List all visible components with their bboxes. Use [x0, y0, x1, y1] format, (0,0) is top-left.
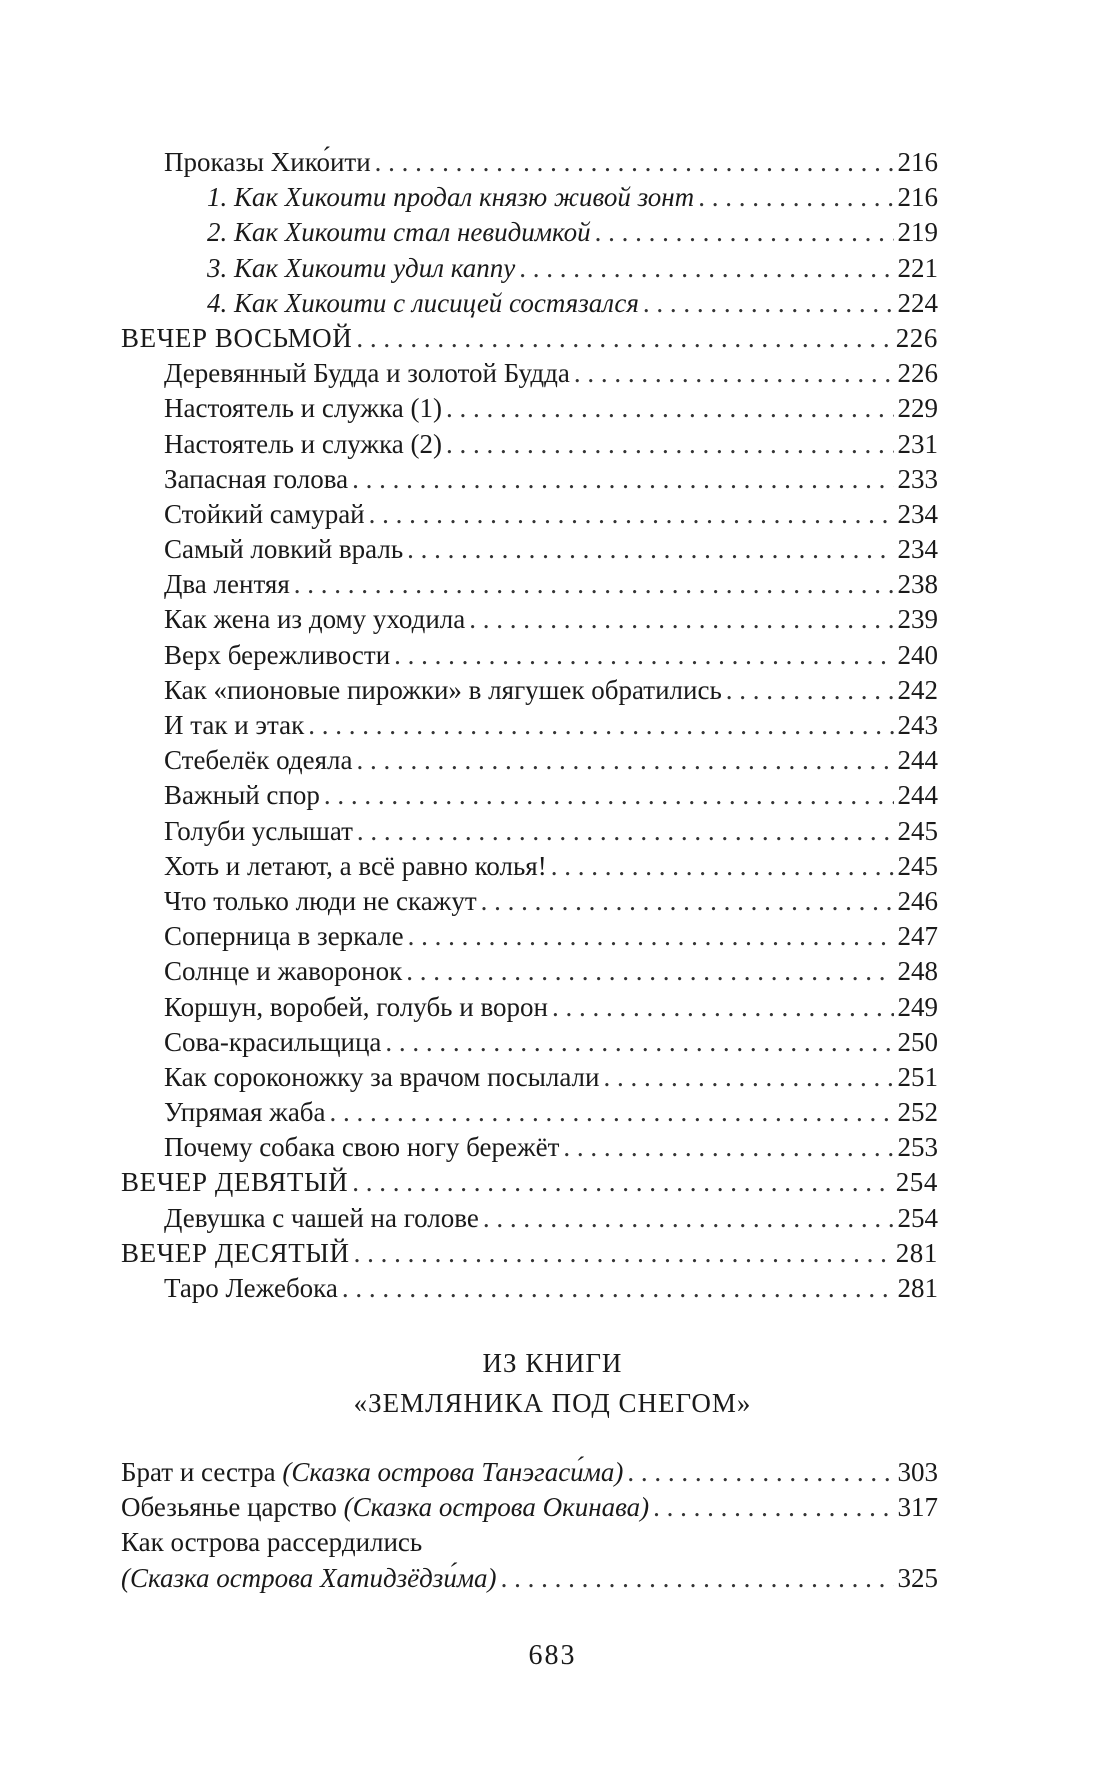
dot-leader — [726, 673, 894, 708]
toc-entry-title: Таро Лежебока — [164, 1273, 338, 1303]
toc-entry-title: Стойкий самурай — [164, 498, 365, 529]
toc-entry — [121, 743, 938, 778]
toc-entry — [121, 286, 938, 321]
toc-entry-title: Как жена из дому уходила — [164, 604, 466, 635]
toc-entry — [121, 673, 938, 708]
toc-part-heading — [121, 1165, 938, 1200]
dot-leader — [356, 321, 891, 356]
dot-leader — [469, 602, 893, 637]
toc-entry-page: 240 — [897, 639, 938, 670]
dot-leader — [698, 180, 893, 215]
toc-entry-title: Обезьянье царство — [121, 1492, 344, 1523]
section-heading-line-2: «ЗЕМЛЯНИКА ПОД СНЕГОМ» — [353, 1388, 752, 1418]
page-number: 683 — [528, 1640, 577, 1671]
toc-entry-title: Девушка с чашей на голове — [164, 1202, 479, 1233]
toc-entry — [121, 427, 938, 462]
toc-entry-title: Деревянный Будда и золотой Будда — [164, 358, 570, 389]
dot-leader — [407, 532, 893, 567]
toc-part-heading — [121, 321, 938, 356]
toc-entry — [121, 1095, 938, 1130]
dot-leader — [324, 778, 894, 813]
toc-entry — [121, 884, 938, 919]
toc-entry-title: Настоятель и служка (2) — [164, 428, 443, 459]
toc-entry-title: Как острова рассердились — [121, 1527, 423, 1558]
toc-entry — [121, 356, 938, 391]
toc-entry — [121, 638, 938, 673]
toc-entry — [121, 145, 938, 180]
toc-entry-page: 216 — [897, 147, 938, 177]
dot-leader — [352, 1165, 891, 1200]
toc-entry-page: 254 — [897, 1202, 938, 1233]
dot-leader — [294, 567, 894, 602]
toc-entry — [121, 1455, 938, 1490]
toc-entry-note: (Сказка острова Хатидзёдзи́ма) — [121, 1562, 497, 1593]
toc-entry — [121, 215, 938, 250]
dot-leader — [394, 638, 893, 673]
dot-leader — [551, 849, 894, 884]
toc-entry-page: 219 — [897, 217, 938, 248]
dot-leader — [519, 251, 893, 286]
toc-entry-page: 234 — [897, 498, 938, 529]
toc-entry-page: 243 — [897, 710, 938, 740]
toc-entry-title: И так и этак — [164, 710, 305, 740]
toc-entry — [121, 954, 938, 989]
table-of-contents — [121, 145, 938, 1306]
dot-leader — [653, 1490, 893, 1525]
toc-entry — [121, 180, 938, 215]
toc-entry-title: ВЕЧЕР ВОСЬМОЙ — [121, 322, 353, 353]
toc-entry-page: 245 — [897, 850, 938, 881]
toc-entry-title: 1. Как Хикоити продал князю живой зонт — [207, 182, 695, 213]
toc-entry-title: Сова-красильщица — [164, 1026, 382, 1057]
toc-entry-page: 238 — [897, 569, 938, 600]
dot-leader — [330, 1095, 894, 1130]
toc-entry-title: Как сороконожку за врачом посылали — [164, 1061, 600, 1092]
toc-entry-page: 242 — [897, 674, 938, 705]
toc-entry-title: Что только люди не скажут — [164, 885, 477, 916]
dot-leader — [406, 954, 893, 989]
toc-entry — [121, 708, 938, 743]
dot-leader — [595, 215, 894, 250]
toc-entry-page: 239 — [897, 604, 938, 635]
toc-entry-note: (Сказка острова Окинава) — [343, 1492, 650, 1523]
toc-entry-page: 234 — [897, 534, 938, 565]
toc-entry-page: 252 — [897, 1097, 938, 1128]
toc-entry — [121, 1130, 938, 1165]
toc-entry-title: Запасная голова — [164, 463, 349, 494]
toc-entry — [121, 462, 938, 497]
dot-leader — [483, 1201, 894, 1236]
dot-leader — [357, 814, 894, 849]
toc-entry — [121, 497, 938, 532]
dot-leader — [627, 1455, 893, 1490]
toc-entry-title: Стебелёк одеяла — [164, 745, 353, 776]
toc-entry-title: Проказы Хико́ити — [164, 147, 371, 177]
toc-entry-page: 251 — [897, 1061, 938, 1092]
toc-entry-page: 244 — [897, 745, 938, 776]
dot-leader — [481, 884, 894, 919]
toc-entry-title-wrap — [121, 1525, 422, 1560]
toc-entry-title-wrap — [121, 1455, 623, 1490]
toc-entry-page: 254 — [895, 1167, 938, 1198]
dot-leader — [563, 1130, 893, 1165]
table-of-contents-section — [121, 1455, 938, 1596]
toc-entry-title: Коршун, воробей, голубь и ворон — [164, 991, 548, 1022]
toc-entry-page: 224 — [897, 287, 938, 318]
toc-entry — [121, 814, 938, 849]
toc-entry-page: 226 — [895, 322, 938, 353]
toc-entry-title: Солнце и жаворонок — [164, 956, 403, 987]
toc-entry-page: 303 — [897, 1457, 938, 1487]
dot-leader — [369, 497, 894, 532]
toc-entry-title: Два лентяя — [164, 569, 290, 600]
dot-leader — [356, 743, 893, 778]
toc-entry-title: Голуби услышат — [164, 815, 353, 846]
toc-entry-page: 281 — [895, 1237, 938, 1268]
toc-entry-title: Верх бережливости — [164, 639, 391, 670]
toc-entry-title: Хоть и летают, а всё равно колья! — [164, 850, 547, 881]
toc-entry-title: Самый ловкий враль — [164, 534, 404, 565]
dot-leader — [354, 1236, 892, 1271]
dot-leader — [375, 145, 894, 180]
toc-entry-title-wrap — [121, 1561, 497, 1596]
toc-entry-title: 3. Как Хикоити удил каппу — [207, 252, 516, 283]
dot-leader — [603, 1060, 893, 1095]
toc-entry — [121, 602, 938, 637]
dot-leader — [643, 286, 894, 321]
dot-leader — [446, 427, 893, 462]
toc-entry — [121, 1525, 938, 1560]
toc-entry-page: 231 — [897, 428, 938, 459]
toc-entry-page: 253 — [897, 1132, 938, 1163]
toc-entry — [121, 1201, 938, 1236]
toc-entry-page: 244 — [897, 780, 938, 811]
section-heading-line-1: ИЗ КНИГИ — [482, 1348, 623, 1378]
toc-entry-title: Важный спор — [164, 780, 320, 811]
toc-entry-page: 247 — [897, 921, 938, 952]
toc-entry — [121, 778, 938, 813]
toc-entry-page: 216 — [897, 182, 938, 213]
toc-entry-title: 4. Как Хикоити с лисицей состязался — [207, 287, 639, 318]
toc-entry-page: 221 — [897, 252, 938, 283]
toc-entry-page: 249 — [897, 991, 938, 1022]
toc-entry-title: 2. Как Хикоити стал невидимкой — [207, 217, 591, 248]
toc-entry-page: 226 — [897, 358, 938, 389]
dot-leader — [408, 919, 894, 954]
toc-entry — [121, 1561, 938, 1596]
toc-entry-page: 325 — [897, 1562, 938, 1593]
toc-entry — [121, 1025, 938, 1060]
toc-entry — [121, 1060, 938, 1095]
toc-entry-page: 281 — [897, 1273, 938, 1303]
toc-part-heading — [121, 1236, 938, 1271]
toc-entry-page: 233 — [897, 463, 938, 494]
toc-entry — [121, 391, 938, 426]
dot-leader — [352, 462, 893, 497]
toc-entry — [121, 1490, 938, 1525]
toc-entry-page: 245 — [897, 815, 938, 846]
dot-leader — [342, 1271, 894, 1306]
toc-entry — [121, 532, 938, 567]
toc-entry — [121, 919, 938, 954]
toc-entry — [121, 849, 938, 884]
toc-entry-page: 229 — [897, 393, 938, 424]
toc-entry-title: Почему собака свою ногу бережёт — [164, 1132, 560, 1163]
toc-entry-title: Брат и сестра — [121, 1457, 283, 1487]
toc-entry — [121, 1271, 938, 1306]
toc-entry — [121, 567, 938, 602]
toc-entry-title: ВЕЧЕР ДЕСЯТЫЙ — [121, 1237, 350, 1268]
toc-entry-note: (Сказка острова Танэгаси́ма) — [282, 1457, 624, 1487]
toc-entry-page: 248 — [897, 956, 938, 987]
dot-leader — [552, 990, 894, 1025]
toc-entry — [121, 251, 938, 286]
toc-entry — [121, 990, 938, 1025]
toc-entry-page: 250 — [897, 1026, 938, 1057]
toc-entry-title: ВЕЧЕР ДЕВЯТЫЙ — [121, 1167, 349, 1198]
dot-leader — [308, 708, 893, 743]
dot-leader — [574, 356, 894, 391]
toc-entry-title: Настоятель и служка (1) — [164, 393, 443, 424]
dot-leader — [446, 391, 893, 426]
dot-leader — [501, 1561, 894, 1596]
toc-entry-title-wrap — [121, 1490, 649, 1525]
toc-entry-page: 246 — [897, 885, 938, 916]
toc-entry-title: Упрямая жаба — [164, 1097, 326, 1128]
toc-entry-page: 317 — [897, 1492, 938, 1523]
toc-entry-title: Как «пионовые пирожки» в лягушек обратились — [164, 674, 722, 705]
dot-leader — [385, 1025, 893, 1060]
toc-entry-title: Соперница в зеркале — [164, 921, 404, 952]
